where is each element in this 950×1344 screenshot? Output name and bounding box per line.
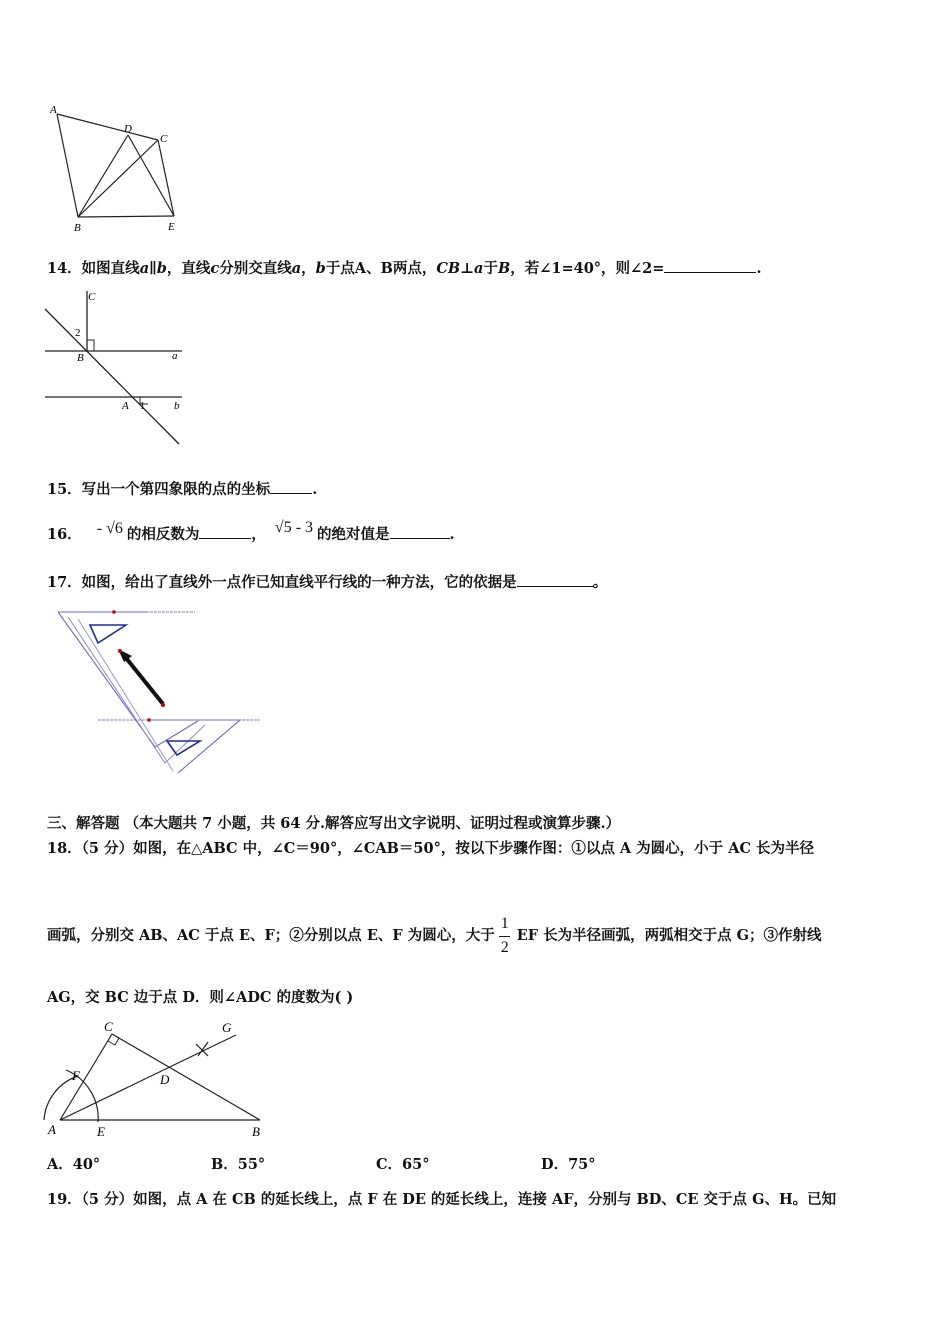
figure-q14 (42, 288, 192, 450)
q16-label: 16． (47, 526, 82, 543)
fig13-label-c: C (160, 133, 168, 145)
fig13-label-d: D (124, 123, 132, 135)
fig13-label-e: E (168, 221, 175, 233)
q16-expr-neg-sqrt6: - √6 (96, 520, 123, 537)
q14-line-b: b (315, 260, 326, 277)
question-15 (47, 479, 317, 500)
q16-end: . (449, 526, 455, 543)
question-16 (47, 519, 455, 545)
fig14-label-1: 1 (140, 401, 145, 412)
q18-line-2a: 画弧，分别交 AB、AC 于点 E、F；②分别以点 E、F 为圆心，大于 (47, 927, 495, 944)
question-17 (47, 572, 607, 593)
q16-answer-blank-1[interactable] (199, 524, 251, 539)
q14-text-3: 于点 (325, 260, 355, 277)
q14-text-2: 分别交直线 (219, 260, 292, 277)
q14-end: . (756, 260, 762, 277)
q14-line-a: a (291, 260, 302, 277)
fig18-label-c: C (104, 1019, 113, 1034)
figure-q13 (40, 100, 200, 235)
q18-option-c[interactable]: C．65° (376, 1156, 430, 1173)
q14-line-c: c (210, 260, 220, 277)
question-18-line-3 (47, 988, 353, 1008)
q17-end: 。 (592, 574, 608, 591)
fig18-label-b: B (252, 1124, 260, 1139)
q18-fraction-numerator: 1 (500, 915, 509, 932)
fig18-label-f: F (72, 1068, 80, 1083)
q16-text-1: 的相反数为 (126, 526, 200, 543)
fig14-label-2: 2 (75, 327, 81, 339)
q15-answer-blank[interactable] (270, 479, 312, 494)
q16-answer-blank-2[interactable] (390, 524, 450, 539)
question-14 (47, 258, 762, 279)
q17-answer-blank[interactable] (517, 572, 593, 587)
q14-cb-perp-a: CB⊥a (436, 260, 484, 277)
q18-option-d[interactable]: D．75° (541, 1156, 596, 1173)
fig18-label-g: G (222, 1020, 232, 1035)
q14-text-4: 两点， (392, 260, 437, 277)
q17-text: 17．如图，给出了直线外一点作已知直线平行线的一种方法，它的依据是 (47, 574, 517, 591)
q18-option-b[interactable]: B．55° (211, 1156, 266, 1173)
fig18-label-e: E (97, 1124, 105, 1139)
q14-separator: 、 (366, 260, 381, 277)
q15-end: . (312, 481, 318, 498)
q14-text-1: ，直线 (166, 260, 211, 277)
q16-comma: ， (251, 526, 266, 543)
q14-comma: ， (301, 260, 316, 277)
q14-point-b: B (380, 260, 393, 277)
q18-line-2b: EF 长为半径画弧，两弧相交于点 G；③作射线 (516, 927, 822, 944)
q18-line-3: AG，交 BC 边于点 D．则∠ADC 的度数为( ) (47, 989, 354, 1006)
q16-expr-sqrt5-minus-3: √5 - 3 (274, 519, 314, 536)
fig14-label-c: C (88, 291, 96, 303)
q14-answer-blank[interactable] (664, 258, 756, 273)
fig13-label-b: B (74, 222, 81, 234)
fig14-label-a-point: A (122, 400, 129, 412)
q14-point-a: A (354, 260, 367, 277)
q14-text-6: ，若∠1=40°，则∠2= (510, 260, 665, 277)
q14-text-5: 于 (483, 260, 498, 277)
q14-point-b2: B (497, 260, 511, 277)
q18-line-1: 18．（5 分）如图，在△ABC 中，∠C＝90°，∠CAB＝50°，按以下步骤作图：①以点 A 为圆心，小于 AC 长为半径 (47, 840, 815, 857)
q18-option-a[interactable]: A．40° (47, 1156, 101, 1173)
q14-a-par-b: a∥b (139, 260, 167, 277)
figure-q18 (42, 1018, 272, 1143)
fig18-label-a: A (48, 1122, 56, 1137)
fig14-label-line-b: b (174, 400, 180, 412)
section-3-heading (47, 814, 620, 834)
question-18-line-2 (47, 915, 822, 956)
q14-label: 14．如图直线 (47, 260, 140, 277)
question-19-line-1 (47, 1190, 836, 1210)
fig14-label-b-point: B (77, 352, 84, 364)
q15-text: 15．写出一个第四象限的点的坐标 (47, 481, 271, 498)
fig18-label-d: D (160, 1072, 170, 1087)
section-3-text: 三、解答题 （本大题共 7 小题，共 64 分.解答应写出文字说明、证明过程或演算步骤.） (47, 815, 621, 832)
q18-fraction-denominator: 2 (500, 939, 509, 956)
q16-text-2: 的绝对值是 (317, 526, 390, 543)
question-18-line-1 (47, 839, 814, 859)
figure-q17 (50, 605, 270, 780)
fig14-label-line-a: a (172, 350, 178, 362)
q19-line-1: 19．（5 分）如图，点 A 在 CB 的延长线上，点 F 在 DE 的延长线上，连接 AF，分别与 BD、CE 交于点 G、H。已知 (47, 1191, 837, 1208)
fig13-label-a: A (50, 104, 57, 116)
q18-fraction-bar (499, 936, 510, 937)
